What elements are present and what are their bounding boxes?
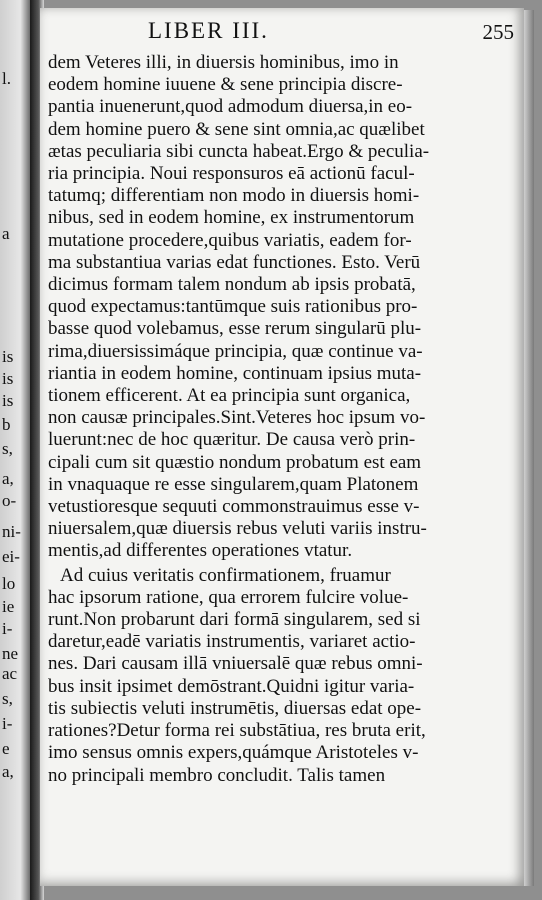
left-page-fragment: e <box>2 739 10 758</box>
text-line: dem homine puero & sene sint omnia,ac quælibet <box>48 118 425 140</box>
text-line: ma substantiua varias edat functiones. Esto. Verū <box>48 251 421 273</box>
text-line: imo sensus omnis expers,quámque Aristoteles v- <box>48 742 419 764</box>
body-text <box>48 52 488 787</box>
left-page-fragment: o- <box>2 491 17 510</box>
left-page-fragment: i- <box>2 714 13 733</box>
page-edge <box>524 10 534 886</box>
left-page-fragment: lo <box>2 574 16 593</box>
text-line: tionem efficerent. At ea principia sunt organica, <box>48 385 411 407</box>
text-line: riantia in eodem homine, continuam ipsius muta- <box>48 362 422 384</box>
paragraph <box>48 52 488 563</box>
text-line: ætas peculiaria sibi cuncta habeat.Ergo & peculia- <box>48 140 430 162</box>
left-page-fragment: s, <box>2 689 13 708</box>
running-title: LIBER III. <box>148 18 269 43</box>
text-line: Ad cuius veritatis confirmationem, fruamur <box>60 564 391 586</box>
text-line: basse quod volebamus, esse rerum singularū plu- <box>48 318 422 340</box>
text-line: non causæ principales.Sint.Veteres hoc ipsum vo- <box>48 407 426 429</box>
text-line: luerunt:nec de hoc quæritur. De causa verò prin- <box>48 429 416 451</box>
page-number: 255 <box>482 20 514 44</box>
text-line: in vnaquaque re esse singularem,quam Platonem <box>48 473 419 495</box>
left-page-fragment: s, <box>2 439 13 458</box>
left-page-fragment: ne <box>2 644 19 663</box>
text-line: daretur,eadē variatis instrumentis, variaret actio- <box>48 631 416 653</box>
text-line: pantia inuenerunt,quod admodum diuersa,in eo- <box>48 96 413 118</box>
left-page-fragment: ac <box>2 664 18 683</box>
text-line: nibus, sed in eodem homine, ex instrumentorum <box>48 207 415 229</box>
left-page-fragment: a, <box>2 762 14 781</box>
text-line: eodem homine iuuene & sene principia discre- <box>48 74 403 96</box>
text-line: mutatione procedere,quibus variatis, eadem for- <box>48 229 412 251</box>
text-line: hac ipsorum ratione, qua errorem fulcire volue- <box>48 586 409 608</box>
text-line: tatumq; differentiam non modo in diuersis homi- <box>48 185 420 207</box>
text-line: bus insit ipsimet demōstrant.Quidni igitur varia- <box>48 675 415 697</box>
left-page-fragment: i- <box>2 619 13 638</box>
left-page-fragment: is <box>2 347 14 366</box>
left-page-fragment: ei- <box>2 547 20 566</box>
page-header <box>48 18 522 48</box>
left-page-fragment: a, <box>2 469 14 488</box>
text-line: tis subiectis veluti instrumētis, diuersas edat ope- <box>48 697 422 719</box>
left-page-fragment: a <box>2 224 10 243</box>
text-line: cipali cum sit quæstio nondum probatum est eam <box>48 451 422 473</box>
text-line: dicimus formam talem nondum ab ipsis probatā, <box>48 274 416 296</box>
left-page-edge <box>0 0 34 900</box>
text-line: vetustioresque sequuti commonstrauimus esse v- <box>48 496 420 518</box>
text-line: niuersalem,quæ diuersis rebus veluti variis instru- <box>48 518 427 540</box>
left-page-fragment: b <box>2 415 11 434</box>
text-line: dem Veteres illi, in diuersis hominibus, imo in <box>48 52 399 73</box>
text-line: ria principia. Noui responsuros eā actionū facul- <box>48 163 415 185</box>
text-line: quod expectamus:tantūmque suis rationibus pro- <box>48 296 418 318</box>
text-line: mentis,ad differentes operationes vtatur. <box>48 540 353 562</box>
text-line: rima,diuersissimáque principia, quæ continue va- <box>48 340 423 362</box>
text-line: nes. Dari causam illā vniuersalē quæ rebus omni- <box>48 653 423 675</box>
paragraph <box>48 565 488 787</box>
left-page-fragment: ni- <box>2 522 21 541</box>
text-line: rationes?Detur forma rei substātiua, res bruta erit, <box>48 720 426 742</box>
left-page-fragment: is <box>2 391 14 410</box>
left-page-fragment: ie <box>2 597 15 616</box>
left-page-fragment: l. <box>2 69 11 88</box>
left-page-fragment: is <box>2 369 14 388</box>
text-line: no principali membro concludit. Talis tamen <box>48 764 386 786</box>
text-line: runt.Non probarunt dari formā singularem, sed si <box>48 609 421 631</box>
